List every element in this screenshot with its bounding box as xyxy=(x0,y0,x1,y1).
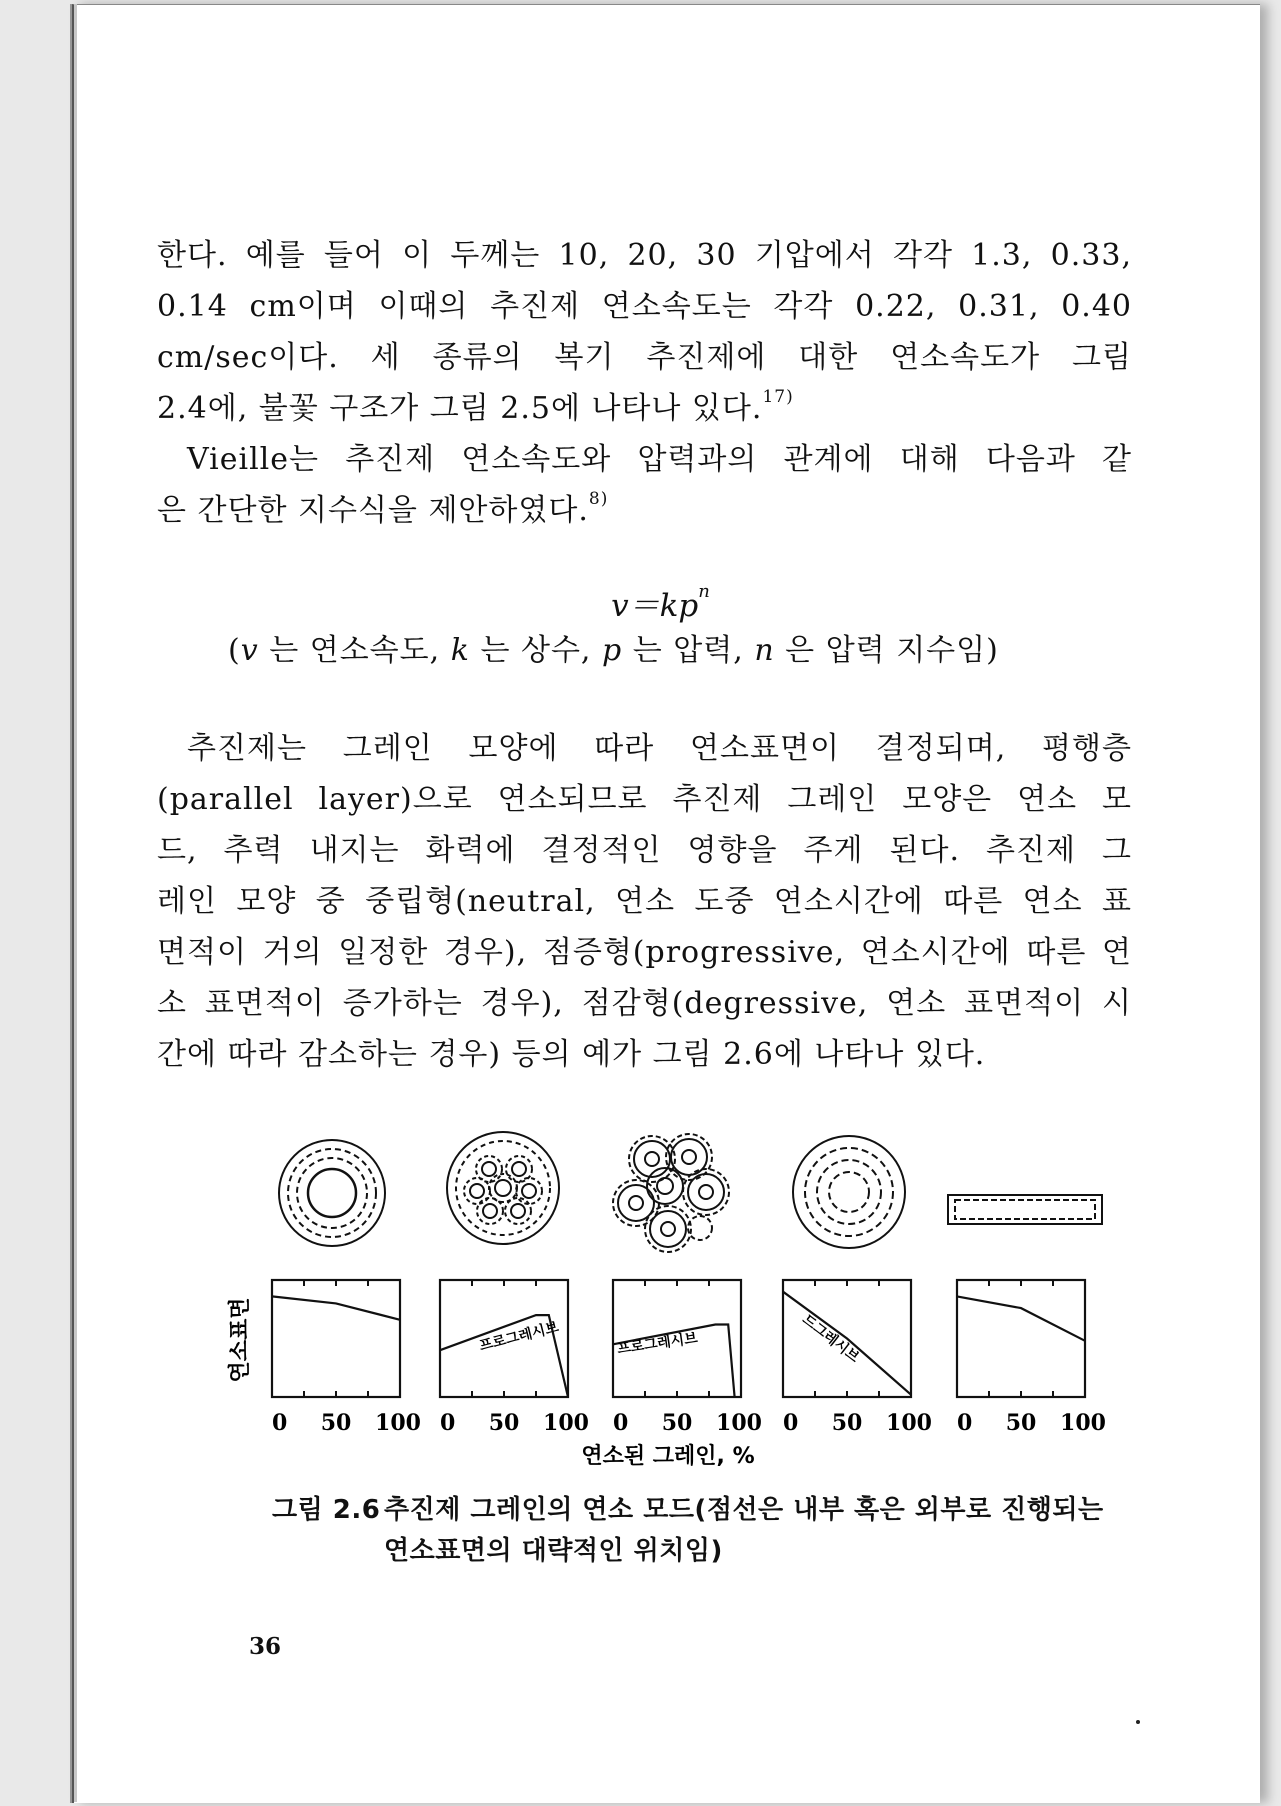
text-line: 소 표면적이 증가하는 경우), 점감형(degressive, 연소 표면적이 시 xyxy=(157,986,1132,1021)
note-text: 는 상수, xyxy=(469,633,602,668)
paragraph-2 xyxy=(157,434,1132,536)
footnote-ref: 17) xyxy=(762,387,794,407)
paragraph-3 xyxy=(157,723,1132,1080)
x-tick-label: 100 xyxy=(1060,1410,1106,1436)
text-line-with-ref xyxy=(157,383,1132,434)
caption-number: 그림 2.6 xyxy=(272,1495,381,1525)
symbol-v: v xyxy=(240,633,259,668)
x-tick-label: 0 xyxy=(957,1410,973,1436)
x-tick-label: 100 xyxy=(716,1410,762,1436)
page-number: 36 xyxy=(249,1633,282,1660)
x-tick-label: 100 xyxy=(886,1410,932,1436)
page-edge xyxy=(74,4,77,1802)
note-text: 은 압력 지수임) xyxy=(774,633,999,668)
symbol-k: k xyxy=(450,633,470,668)
x-tick-label: 100 xyxy=(375,1410,421,1436)
symbol-n: n xyxy=(754,633,775,668)
formula-exponent: n xyxy=(698,581,710,602)
x-tick-label: 0 xyxy=(440,1410,456,1436)
text-line: cm/sec이다. 세 종류의 복기 추진제에 대한 연소속도가 그림 xyxy=(157,340,1132,375)
footnote-ref: 8) xyxy=(588,489,609,509)
text-line: 2.4에, 불꽃 구조가 그림 2.5에 나타나 있다. xyxy=(157,391,763,426)
text-line: 간에 따라 감소하는 경우) 등의 예가 그림 2.6에 나타나 있다. xyxy=(157,1037,986,1072)
caption-line-2: 연소표면의 대략적인 위치임) xyxy=(384,1536,723,1566)
note-text: 는 압력, xyxy=(622,633,755,668)
text-line: 드, 추력 내지는 화력에 결정적인 영향을 주게 된다. 추진제 그 xyxy=(157,833,1132,868)
x-tick-label: 50 xyxy=(320,1410,352,1436)
y-axis-label: 연소표면 xyxy=(228,1297,253,1383)
curve-label: 드그레시브 xyxy=(798,1311,863,1366)
paragraph-1 xyxy=(157,230,1132,434)
x-tick-label: 50 xyxy=(831,1410,863,1436)
formula xyxy=(0,580,1281,625)
curve-label: 프로그레시브 xyxy=(477,1319,561,1355)
speck xyxy=(1136,1720,1140,1724)
paren: ( xyxy=(228,633,241,668)
text-line: 레인 모양 중 중립형(neutral, 연소 도중 연소시간에 따른 연소 표 xyxy=(157,884,1132,919)
caption-line-1: 추진제 그레인의 연소 모드(점선은 내부 혹은 외부로 진행되는 xyxy=(384,1495,1104,1525)
x-tick-label: 50 xyxy=(1005,1410,1037,1436)
x-axis-label: 연소된 그레인, % xyxy=(581,1444,755,1469)
x-tick-label: 0 xyxy=(272,1410,288,1436)
text-line: (parallel layer)으로 연소되므로 추진제 그레인 모양은 연소 모 xyxy=(157,782,1132,817)
x-tick-label: 0 xyxy=(613,1410,629,1436)
x-tick-label: 50 xyxy=(661,1410,693,1436)
x-tick-label: 100 xyxy=(543,1410,589,1436)
text-line: 은 간단한 지수식을 제안하였다. xyxy=(157,493,589,528)
formula-base: v＝kp xyxy=(611,588,699,624)
symbol-p: p xyxy=(602,633,623,668)
formula-note xyxy=(228,625,999,669)
text-line: 추진제는 그레인 모양에 따라 연소표면이 결정되며, 평행층 xyxy=(187,731,1132,766)
note-text: 는 연소속도, xyxy=(258,633,451,668)
text-line: Vieille는 추진제 연소속도와 압력과의 관계에 대해 다음과 같 xyxy=(187,442,1132,477)
figure-caption xyxy=(272,1490,1104,1572)
text-line: 면적이 거의 일정한 경우), 점증형(progressive, 연소시간에 따른 연 xyxy=(157,935,1132,970)
curve-label: 프로그레시브 xyxy=(616,1330,699,1358)
text-line-with-ref xyxy=(157,485,1132,536)
text-line: 한다. 예를 들어 이 두께는 10, 20, 30 기압에서 각각 1.3, 0.33, xyxy=(157,238,1132,273)
text-line: 0.14 cm이며 이때의 추진제 연소속도는 각각 0.22, 0.31, 0.40 xyxy=(157,289,1132,324)
x-tick-label: 0 xyxy=(783,1410,799,1436)
x-tick-label: 50 xyxy=(488,1410,520,1436)
